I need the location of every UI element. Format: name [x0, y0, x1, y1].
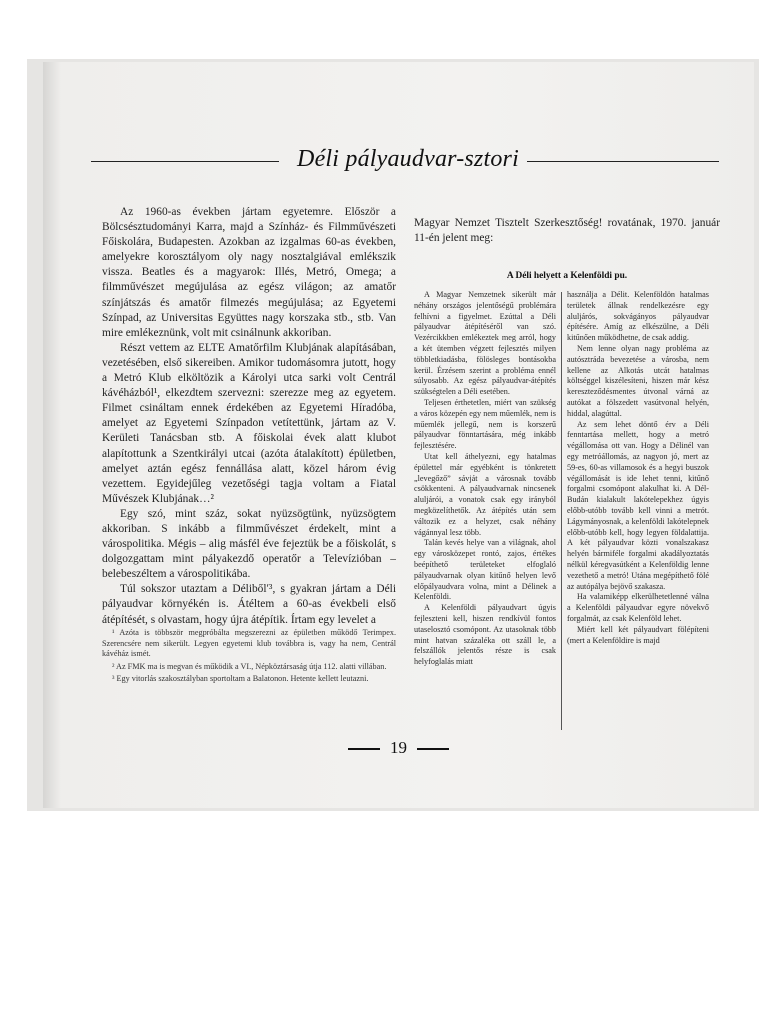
- paragraph: A Magyar Nemzetnek sikerült már néhány országos jelentőségű problémára felhívni a figyelmet. Ezúttal a Déli pályaudvar átépítéséről van szó. Vezércikkben emlékeztek meg arról, hogy a két ütemben végzett fejlesztés milyen többletkiadásba, fölösleges bontásokba kerül. Érzésem szerint a probléma ennél súlyosabb. Az egész pályaudvar-átépítés szükségtelen a Déli esetében.: [414, 290, 556, 397]
- paragraph: Utat kell áthelyezni, egy hatalmas épülettel már egyébként is tönkretett „levegőző” sávját a városnak tovább csökkenteni. A pályaudvarnak nincsenek aluljárói, a vonatok csak egy irányból megközelíthetők. Az átépítés után sem változik ez a helyzet, csak néhány vágánnyal lesz több.: [414, 451, 556, 537]
- paragraph: Nem lenne olyan nagy probléma az autósztráda bevezetése a városba, nem kellene az Alkotás utcát hatalmas költséggel kiszélesíteni, hiszen már kész kereszteződésmentes útvonal várná az autókat a fölszedett vasútvonal helyén, hiddal, alagúttal.: [567, 343, 709, 418]
- left-column: [102, 205, 396, 628]
- page-number-dash-right: [417, 748, 449, 750]
- article-column-a: [414, 290, 556, 668]
- paragraph: használja a Délit. Kelenföldön hatalmas területek állnak rendelkezésre egy aluljárós, sokvágányos pályaudvar építésére. Amíg az elkészülne, a Déli kitűnően működhetne, de csak addig.: [567, 290, 709, 343]
- header-rule-left: [91, 161, 279, 162]
- paragraph: A Kelenföldi pályaudvart úgyis fejleszteni kell, hiszen rendkívül fontos utaselosztó csomópont. Az utasoknak több mint hatvan százaléka ott száll le, a felszállók jelentős része is csak helyfoglalás miatt: [414, 603, 556, 667]
- paragraph: Az sem lehet döntő érv a Déli fenntartása mellett, hogy a metró végállomása ott van. Hogy a Délinél van egy metróállomás, az nagyon jó, mert az 59-es, 60-as villamosok és a hegyi buszok végállomását is ide lehet tenni, kitűnő forgalmi csomópont alakulhat ki. A Dél-Budán kialakult lakótelepekhez úgyis előbb-utóbb tovább kell vinni a metrót. Lágymányosnak, a kelenföldi lakótelepnek előbb-utóbb kell, hogy legyen földalattija. A két pályaudvar közti vonalszakasz helyén bármiféle forgalmi akadályoztatás nélkül kéregvasútként a Kelenföldig lenne vezethető a metró! Utána megépíthető fölé az autópálya bejövő szakasza.: [567, 419, 709, 591]
- footnote: ² Az FMK ma is megvan és működik a VI., Népköztársaság útja 112. alatti villában.: [112, 661, 387, 671]
- article-title: A Déli helyett a Kelenföldi pu.: [506, 271, 628, 281]
- page-number-dash-left: [348, 748, 380, 750]
- paragraph: Túl sokszor utaztam a Délibőlʹ³, s gyakran jártam a Déli pályaudvar környékén is. Átéltem a 60-as évekbeli első átépítését, s olvastam, hogy újra átépítik. Írtam egy levelet a: [102, 583, 396, 626]
- page-number: [43, 738, 754, 758]
- paragraph: Miért kell két pályaudvart fölépíteni (mert a Kelenföldire is majd: [567, 624, 709, 645]
- page-number-value: 19: [390, 738, 407, 757]
- column-divider: [561, 292, 562, 730]
- footnotes: [102, 628, 396, 687]
- book-page: [43, 62, 754, 808]
- footnote: ¹ Azóta is többször megpróbálta megszerezni az épületben működő Terimpex. Szerencsére nem sikerült. Legyen egyetemi klub továbbra is, vagy ha nem, Centrál kávéház ismét.: [102, 628, 396, 659]
- intro-text: Magyar Nemzet Tisztelt Szerkesztőség! rovatának, 1970. január 11-én jelent meg:: [414, 217, 720, 244]
- paragraph: Az 1960-as években jártam egyetemre. Először a Bölcsésztudományi Karra, majd a Színház- és Filmművészeti Főiskolára, Budapesten. Azokban az izgalmas 60-as években, amelyekre korosztályom oly nagy nosztalgiával emlékszik vissza. Beatles és a magyarok: Illés, Metró, Omega; a filmművészet megújulása az egész világon; az amatőr színjátszás és amatőr filmezés megújulása; az Egyetemi Színpad, az Universitas Együttes nagy korszaka stb., stb. Van mire emlékeznünk, volt mit csinálnunk akkoriban.: [102, 206, 396, 339]
- paragraph: Ha valamiképp elkerülhetetlenné válna a Kelenföldi pályaudvar egyre növekvő forgalmát, az csak Kelenföld lehet.: [567, 592, 709, 623]
- paragraph: Talán kevés helye van a világnak, ahol egy városközepet rontó, zajos, értékes beépíthető területeket elfoglaló pályaudvarnak olyan kitűnő helyen levő előpályaudvara volna, mint a Délinek a Kelenföldi.: [414, 538, 556, 602]
- article-column-b: [567, 290, 709, 646]
- paragraph: Egy szó, mint száz, sokat nyüzsögtünk, nyüzsögtem akkoriban. S inkább a filmművészet érdekelt, mint a várospolitika. Mégis – alig másfél éve fejeztük be a főiskolát, s dolgozgattam mint pályakezdő operatőr a Televízióban – belebeszéltem a várospolitikába.: [102, 507, 396, 581]
- paragraph: Részt vettem az ELTE Amatőrfilm Klubjának alapításában, vezetésében, első sikereiben. Amikor tudomásomra jutott, hogy a Metró Klub elköltözik a Károlyi utca sarki volt Centrál kávéházból¹, elkezdtem szervezni: szerezze meg az egyetem. Filmet csináltam ennek érdekében az Egyetemi Híradóba, amelyet az Egyetemi Színpadon vetítettünk, jártam az V. Kerületi Tanácsban stb. A főiskolai évek alatt klubot alapítottunk a Szentkirályi utcai (azóta átalakított) épületben, amelyet aztán egész fennállása alatt, közel három évig vezettem. Egyidejűleg vezetőségi tagja voltam a Fiatal Művészek Klubjának…²: [102, 341, 396, 505]
- chapter-title: Déli pályaudvar-sztori: [297, 146, 519, 172]
- paragraph: Teljesen érthetetlen, miért van szükség a város közepén egy nem műemlék, nem is műemlék jellegű, nem is korszerű pályaudvar fönntartására, még inkább fejlesztésére.: [414, 397, 556, 451]
- footnote: ³ Egy vitorlás szakosztályban sportoltam a Balatonon. Hetente kellett leutazni.: [112, 674, 369, 684]
- header-rule-right: [527, 161, 719, 162]
